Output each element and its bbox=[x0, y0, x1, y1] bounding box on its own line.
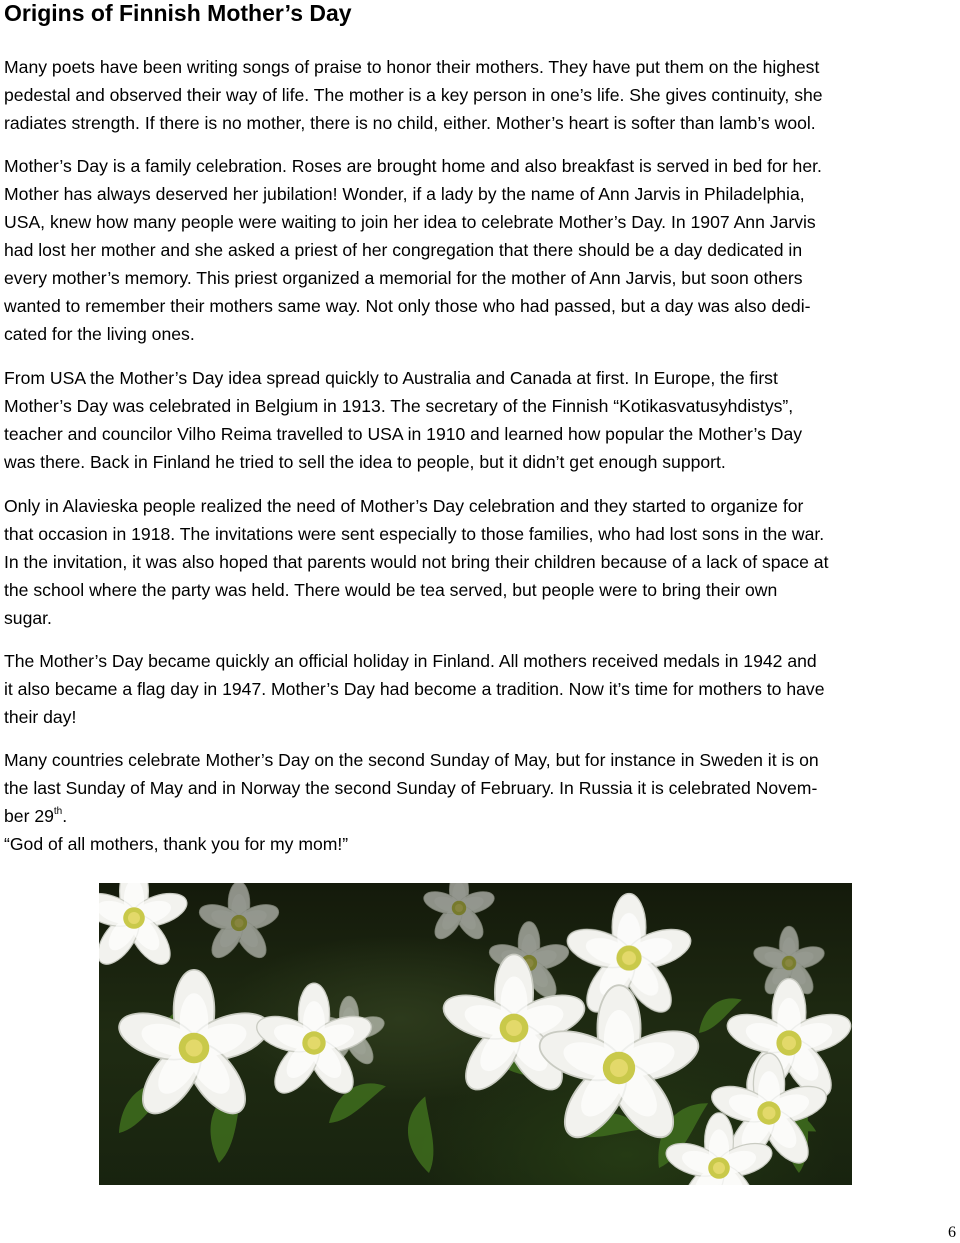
text-line: every mother’s memory. This priest organized a memorial for the mother of Ann Jarvis, but soon others bbox=[4, 268, 803, 288]
text-line: radiates strength. If there is no mother, there is no child, either. Mother’s heart is softer than lamb’s wool. bbox=[4, 113, 816, 133]
text-fragment: ber 29 bbox=[4, 806, 54, 826]
text-line: the school where the party was held. There would be tea served, but people were to bring their own bbox=[4, 580, 778, 600]
text-line bbox=[4, 802, 924, 830]
text-line: wanted to remember their mothers same way. Not only those who had passed, but a day was also dedi- bbox=[4, 296, 811, 316]
text-line: Mother’s Day is a family celebration. Roses are brought home and also breakfast is served in bed for her. bbox=[4, 156, 822, 176]
text-line: Mother’s Day was celebrated in Belgium in 1913. The secretary of the Finnish “Kotikasvatusyhdistys”, bbox=[4, 396, 794, 416]
paragraph-3 bbox=[4, 364, 924, 476]
paragraph-4 bbox=[4, 492, 924, 632]
text-line: had lost her mother and she asked a priest of her congregation that there should be a day dedicated in bbox=[4, 240, 803, 260]
text-line: cated for the living ones. bbox=[4, 324, 195, 344]
text-line: USA, knew how many people were waiting to join her idea to celebrate Mother’s Day. In 1907 Ann Jarvis bbox=[4, 212, 816, 232]
page-title: Origins of Finnish Mother’s Day bbox=[4, 0, 352, 26]
text-line: their day! bbox=[4, 707, 77, 727]
page-number: 6 bbox=[948, 1224, 956, 1241]
text-line: that occasion in 1918. The invitations were sent especially to those families, who had lost sons in the war. bbox=[4, 524, 825, 544]
text-line: pedestal and observed their way of life. The mother is a key person in one’s life. She gives continuity, she bbox=[4, 85, 823, 105]
paragraph-1 bbox=[4, 53, 924, 137]
anemone-flowers-photo bbox=[99, 883, 852, 1185]
paragraph-5 bbox=[4, 647, 924, 731]
text-line: In the invitation, it was also hoped that parents would not bring their children because of a lack of space at bbox=[4, 552, 829, 572]
text-line: Only in Alavieska people realized the need of Mother’s Day celebration and they started to organize for bbox=[4, 496, 804, 516]
text-line: sugar. bbox=[4, 608, 52, 628]
text-line: teacher and councilor Vilho Reima travelled to USA in 1910 and learned how popular the Mother’s Day bbox=[4, 424, 803, 444]
text-line: The Mother’s Day became quickly an official holiday in Finland. All mothers received medals in 1942 and bbox=[4, 651, 817, 671]
paragraph-6 bbox=[4, 746, 924, 858]
text-line: Mother has always deserved her jubilation! Wonder, if a lady by the name of Ann Jarvis in Philadelphia, bbox=[4, 184, 805, 204]
text-fragment: . bbox=[62, 806, 68, 826]
text-line: the last Sunday of May and in Norway the second Sunday of February. In Russia it is celebrated Novem- bbox=[4, 778, 818, 798]
text-line: it also became a flag day in 1947. Mother’s Day had become a tradition. Now it’s time for mothers to have bbox=[4, 679, 825, 699]
quote-line: “God of all mothers, thank you for my mom!” bbox=[4, 834, 349, 854]
text-line: was there. Back in Finland he tried to sell the idea to people, but it didn’t get enough support. bbox=[4, 452, 726, 472]
text-line: Many poets have been writing songs of praise to honor their mothers. They have put them on the highest bbox=[4, 57, 820, 77]
flowers-illustration bbox=[99, 883, 852, 1185]
text-line: Many countries celebrate Mother’s Day on the second Sunday of May, but for instance in Sweden it is on bbox=[4, 750, 819, 770]
superscript: th bbox=[53, 806, 63, 817]
paragraph-2 bbox=[4, 152, 924, 348]
text-line: From USA the Mother’s Day idea spread quickly to Australia and Canada at first. In Europe, the first bbox=[4, 368, 778, 388]
